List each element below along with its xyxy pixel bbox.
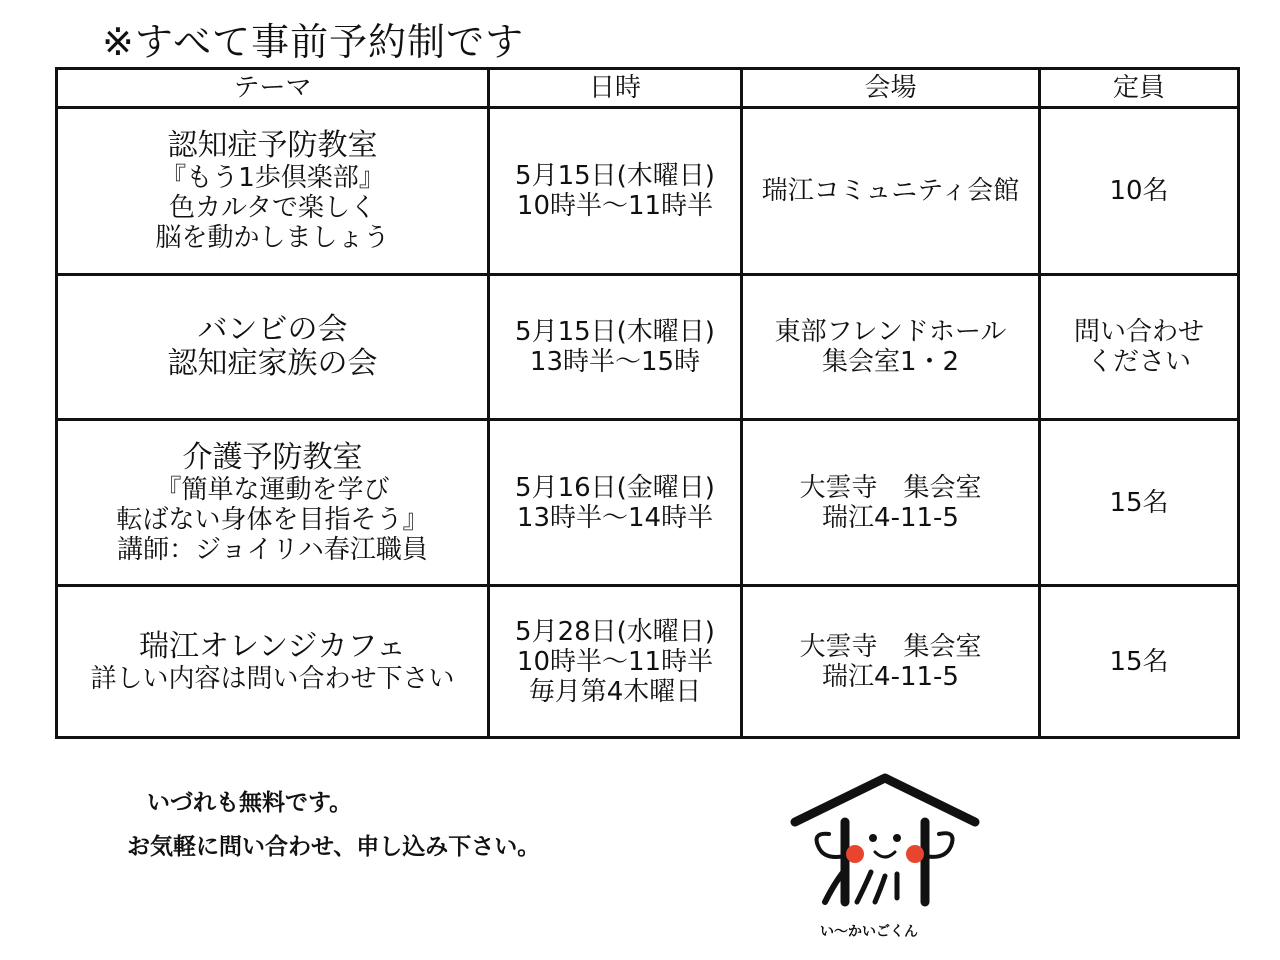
venue-address-text: 瑞江4-11-5 [822,502,959,533]
theme-line: 脳を動かしましょう [155,223,390,253]
venue-text: 大雲寺 集会室 [799,472,982,503]
table-row [57,275,1239,420]
theme-line: 色カルタで楽しく [169,193,376,223]
theme-line: 認知症家族の会 [167,346,378,381]
datetime-cell [489,586,742,738]
theme-line: 『簡単な運動を学び [155,474,390,505]
theme-title: 瑞江オレンジカフェ [139,628,406,664]
capacity-cell [1040,275,1239,420]
theme-title: 介護予防教室 [182,439,363,475]
theme-title: 認知症予防教室 [167,128,378,163]
theme-cell [57,420,489,586]
theme-line: 講師：ジョイリハ春江職員 [117,534,428,565]
contact-notice: お気軽に問い合わせ、申し込み下さい。 [127,834,541,860]
datetime-cell [489,108,742,275]
theme-cell [57,108,489,275]
time-text: 10時半～11時半 [516,646,714,677]
venue-cell [742,420,1040,586]
date-text: 5月15日(木曜日) [515,317,715,347]
capacity-text: 15名 [1109,487,1169,518]
datetime-cell [489,275,742,420]
free-notice: いづれも無料です。 [147,790,353,816]
venue-cell [742,275,1040,420]
capacity-cell [1040,420,1239,586]
capacity-cell [1040,108,1239,275]
theme-cell [57,586,489,738]
header-theme: テーマ [57,69,489,108]
theme-cell [57,275,489,420]
theme-title: バンビの会 [197,312,348,347]
capacity-text: ください [1086,347,1191,377]
table-row [57,108,1239,275]
venue-address-text: 瑞江4-11-5 [822,661,959,692]
date-text: 5月16日(金曜日) [515,472,715,503]
venue-text: 東部フレンドホール [774,317,1007,347]
reservation-notice: ※すべて事前予約制です [102,20,525,64]
venue-cell [742,108,1040,275]
mascot-caption: い～かいごくん [820,924,918,940]
table-header-row [57,69,1239,108]
capacity-text: 15名 [1109,646,1169,677]
venue-cell [742,586,1040,738]
venue-text: 大雲寺 集会室 [799,631,982,662]
datetime-cell [489,420,742,586]
date-text: 5月15日(木曜日) [515,161,715,191]
time-text: 13時半～15時 [529,347,701,377]
table-row [57,586,1239,738]
header-venue: 会場 [742,69,1040,108]
time-text: 10時半～11時半 [516,191,714,221]
schedule-note-text: 毎月第4木曜日 [528,676,702,707]
header-capacity: 定員 [1040,69,1239,108]
date-text: 5月28日(水曜日) [515,616,715,647]
schedule-table [55,67,1240,739]
capacity-cell [1040,586,1239,738]
capacity-text: 問い合わせ [1073,317,1204,347]
venue-room-text: 集会室1・2 [821,347,960,377]
capacity-text: 10名 [1109,176,1169,206]
house-mascot-icon [785,770,985,940]
theme-line: 転ばない身体を目指そう』 [116,504,429,535]
venue-text: 瑞江コミュニティ会館 [761,176,1020,206]
table-row [57,420,1239,586]
theme-line: 『もう1歩倶楽部』 [160,163,385,193]
header-datetime: 日時 [489,69,742,108]
theme-line: 詳しい内容は問い合わせ下さい [90,663,455,694]
time-text: 13時半～14時半 [516,502,714,533]
